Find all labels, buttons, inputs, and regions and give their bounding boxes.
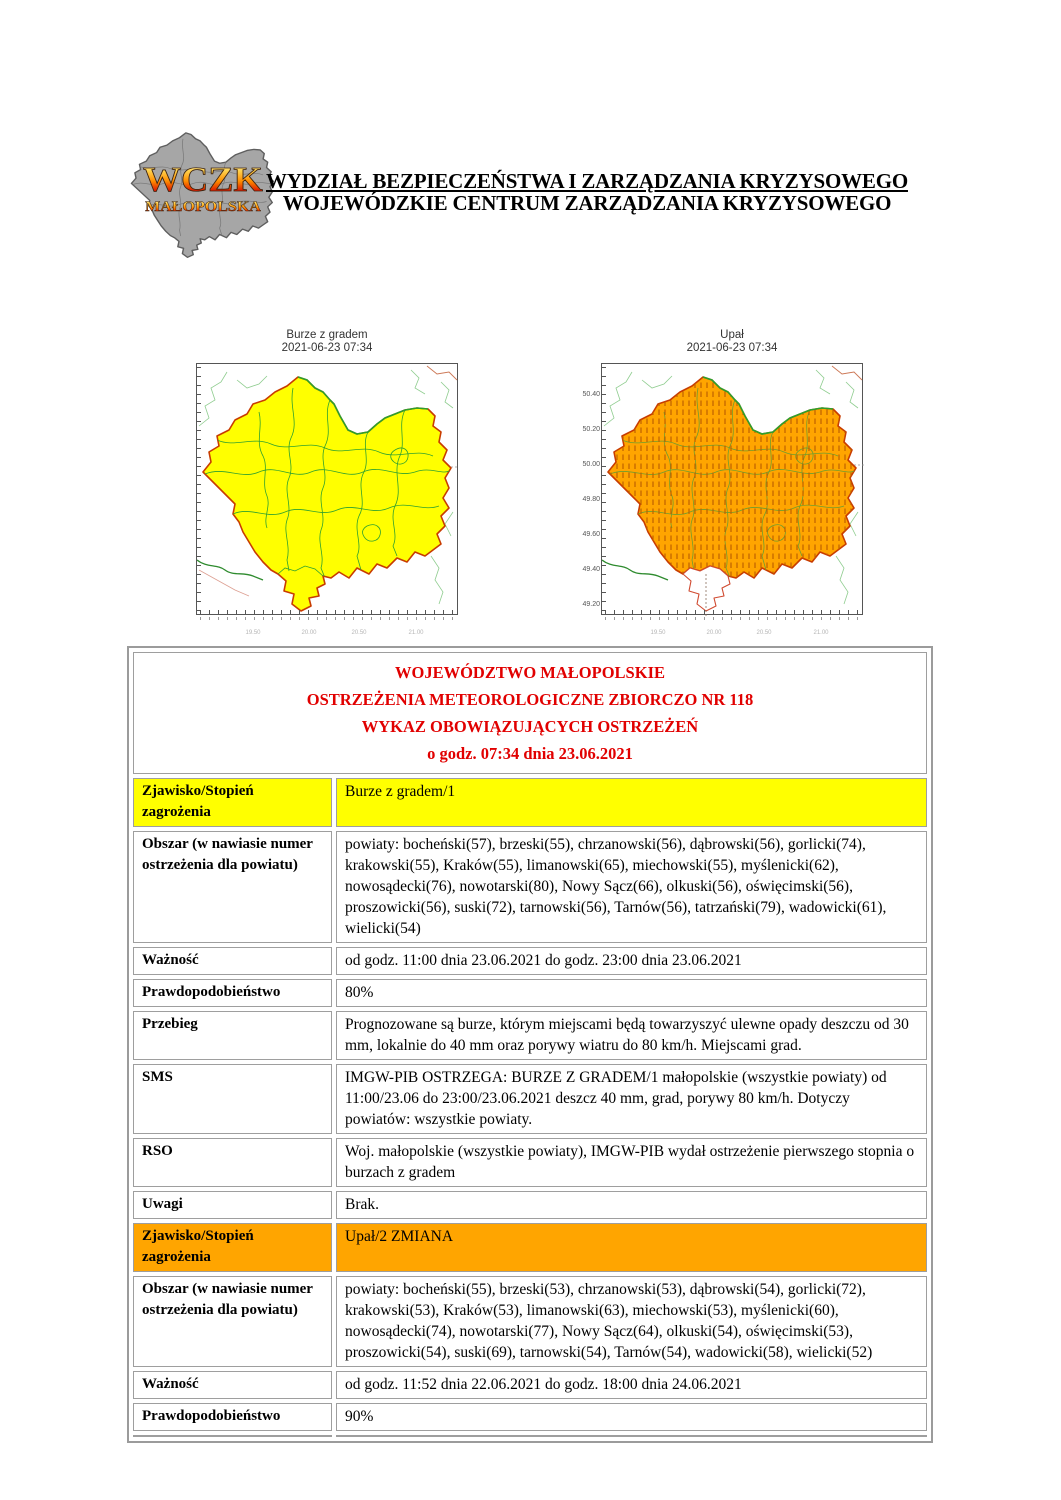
table-row-probability xyxy=(133,979,927,1007)
row-label: Zjawisko/Stopień zagrożenia xyxy=(133,1223,332,1272)
row-value: powiaty: bocheński(55), brzeski(53), chrzanowski(53), dąbrowski(54), gorlicki(72), krakowski(53), Kraków(53), limanowski(63), miechowski(53), myślenicki(60), nowosądecki(74), nowotarski(77), Nowy Sącz(64), olkuski(54), oświęcimski(53), proszowicki(54), suski(69), tarnowski(54), Tarnów(54), wadowicki(58), wielicki(52) xyxy=(336,1276,927,1367)
row-value: IMGW-PIB OSTRZEGA: BURZE Z GRADEM/1 małopolskie (wszystkie powiaty) od 11:00/23.06 do 23:00/23.06.2021 deszcz 40 mm, grad, porywy 80 km/h. Dotyczy powiatów: wszystkie powiaty. xyxy=(336,1064,927,1134)
row-label: Uwagi xyxy=(133,1191,332,1219)
org-title-line2: WOJEWÓDZKIE CENTRUM ZARZĄDZANIA KRYZYSOWEGO xyxy=(282,191,892,215)
excluded-area-tatrzanski xyxy=(683,566,730,611)
table-row-area xyxy=(133,831,927,943)
row-label: Obszar (w nawiasie numer ostrzeżenia dla powiatu) xyxy=(133,1276,332,1367)
y-axis-label: 49.80 xyxy=(582,496,600,503)
hatch-overlay xyxy=(608,377,856,578)
map-title: Upał xyxy=(720,329,744,341)
x-axis-outer-ticks xyxy=(200,617,454,620)
row-label-cutoff xyxy=(133,1435,332,1437)
row-value: Prognozowane są burze, którym miejscami będą towarzyszyć ulewne opady deszczu od 30 mm, lokalnie do 40 mm oraz porywy wiatru do 80 km/h. Miejscami grad. xyxy=(336,1011,927,1060)
y-axis-label: 50.40 xyxy=(582,391,600,398)
map-figure-heat xyxy=(582,329,863,636)
map-canvas-storm xyxy=(196,363,458,636)
warnings-table xyxy=(127,646,933,1443)
org-header xyxy=(238,170,936,214)
x-axis-label: 20.00 xyxy=(706,630,722,636)
row-label: Zjawisko/Stopień zagrożenia xyxy=(133,778,332,827)
row-value: powiaty: bocheński(57), brzeski(55), chrzanowski(56), dąbrowski(56), gorlicki(74), krakowski(55), Kraków(55), limanowski(65), miechowski(55), myślenicki(62), nowosądecki(76), nowotarski(80), Nowy Sącz(66), olkuski(56), oświęcimski(56), proszowicki(56), suski(72), tarnowski(56), Tarnów(56), tatrzański(79), wadowicki(61), wielicki(54) xyxy=(336,831,927,943)
map-timestamp: 2021-06-23 07:34 xyxy=(686,342,778,354)
row-value: Burze z gradem/1 xyxy=(336,778,927,827)
x-axis-label: 19.50 xyxy=(245,630,261,636)
row-value: Brak. xyxy=(336,1191,927,1219)
table-row-validity xyxy=(133,947,927,975)
row-label: SMS xyxy=(133,1064,332,1134)
table-row-phenomenon-heat xyxy=(133,1223,927,1272)
row-value: Woj. małopolskie (wszystkie powiaty), IMGW-PIB wydał ostrzeżenie pierwszego stopnia o burzach z gradem xyxy=(336,1138,927,1187)
table-title-line: o godz. 07:34 dnia 23.06.2021 xyxy=(427,744,633,763)
table-title-line: OSTRZEŻENIA METEOROLOGICZNE ZBIORCZO NR 118 xyxy=(306,690,754,709)
y-axis-ticks xyxy=(197,367,201,611)
x-axis-label: 20.00 xyxy=(301,630,317,636)
context-border-southwest xyxy=(602,560,668,580)
x-axis-label: 20.50 xyxy=(351,630,367,636)
row-value: od godz. 11:00 dnia 23.06.2021 do godz. 23:00 dnia 23.06.2021 xyxy=(336,947,927,975)
table-row-cutoff xyxy=(133,1435,927,1437)
row-label: Ważność xyxy=(133,947,332,975)
row-label: Ważność xyxy=(133,1371,332,1399)
row-value-cutoff xyxy=(336,1435,927,1437)
map-title: Burze z gradem xyxy=(286,329,368,341)
x-axis-label: 21.00 xyxy=(408,630,424,636)
table-title-line: WOJEWÓDZTWO MAŁOPOLSKIE xyxy=(395,663,665,682)
row-value: Upał/2 ZMIANA xyxy=(336,1223,927,1272)
y-axis-ticks xyxy=(602,367,606,611)
table-row-probability-2 xyxy=(133,1403,927,1431)
org-title-line1: WYDZIAŁ BEZPIECZEŃSTWA I ZARZĄDZANIA KRYZYSOWEGO xyxy=(266,169,908,193)
y-axis-label: 50.00 xyxy=(582,461,600,468)
row-label: Prawdopodobieństwo xyxy=(133,979,332,1007)
y-axis-label: 49.20 xyxy=(582,601,600,608)
row-label: Przebieg xyxy=(133,1011,332,1060)
context-border-southwest xyxy=(197,560,263,580)
table-row-sms xyxy=(133,1064,927,1134)
y-axis-label: 49.60 xyxy=(582,531,600,538)
x-axis-label: 19.50 xyxy=(650,630,666,636)
region-outline-storm xyxy=(203,377,451,611)
table-row-course xyxy=(133,1011,927,1060)
logo-region-name: MAŁOPOLSKA xyxy=(145,198,261,215)
row-value: 80% xyxy=(336,979,927,1007)
row-value: od godz. 11:52 dnia 22.06.2021 do godz. 18:00 dnia 24.06.2021 xyxy=(336,1371,927,1399)
table-title-line: WYKAZ OBOWIĄZUJĄCYCH OSTRZEŻEŃ xyxy=(361,717,699,736)
table-title xyxy=(133,652,927,774)
table-row-area-2 xyxy=(133,1276,927,1367)
map-canvas-heat xyxy=(582,363,863,636)
map-timestamp: 2021-06-23 07:34 xyxy=(281,342,373,354)
table-row-phenomenon-storm xyxy=(133,778,927,827)
table-row-rso xyxy=(133,1138,927,1187)
y-axis-label: 49.40 xyxy=(582,566,600,573)
context-border-northeast xyxy=(832,366,862,380)
row-value: 90% xyxy=(336,1403,927,1431)
context-border-northeast xyxy=(427,366,457,380)
x-axis-label: 20.50 xyxy=(756,630,772,636)
table-row-remarks xyxy=(133,1191,927,1219)
x-axis-label: 21.00 xyxy=(813,630,829,636)
table-title-row xyxy=(133,652,927,774)
x-axis-outer-ticks xyxy=(605,617,859,620)
row-label: Prawdopodobieństwo xyxy=(133,1403,332,1431)
row-label: RSO xyxy=(133,1138,332,1187)
y-axis-label: 50.20 xyxy=(582,426,600,433)
map-figure-storm xyxy=(196,329,458,636)
x-axis-ticks xyxy=(605,610,859,614)
table-row-validity-2 xyxy=(133,1371,927,1399)
row-label: Obszar (w nawiasie numer ostrzeżenia dla powiatu) xyxy=(133,831,332,943)
x-axis-ticks xyxy=(200,610,454,614)
logo-acronym: WCZK xyxy=(143,160,263,199)
